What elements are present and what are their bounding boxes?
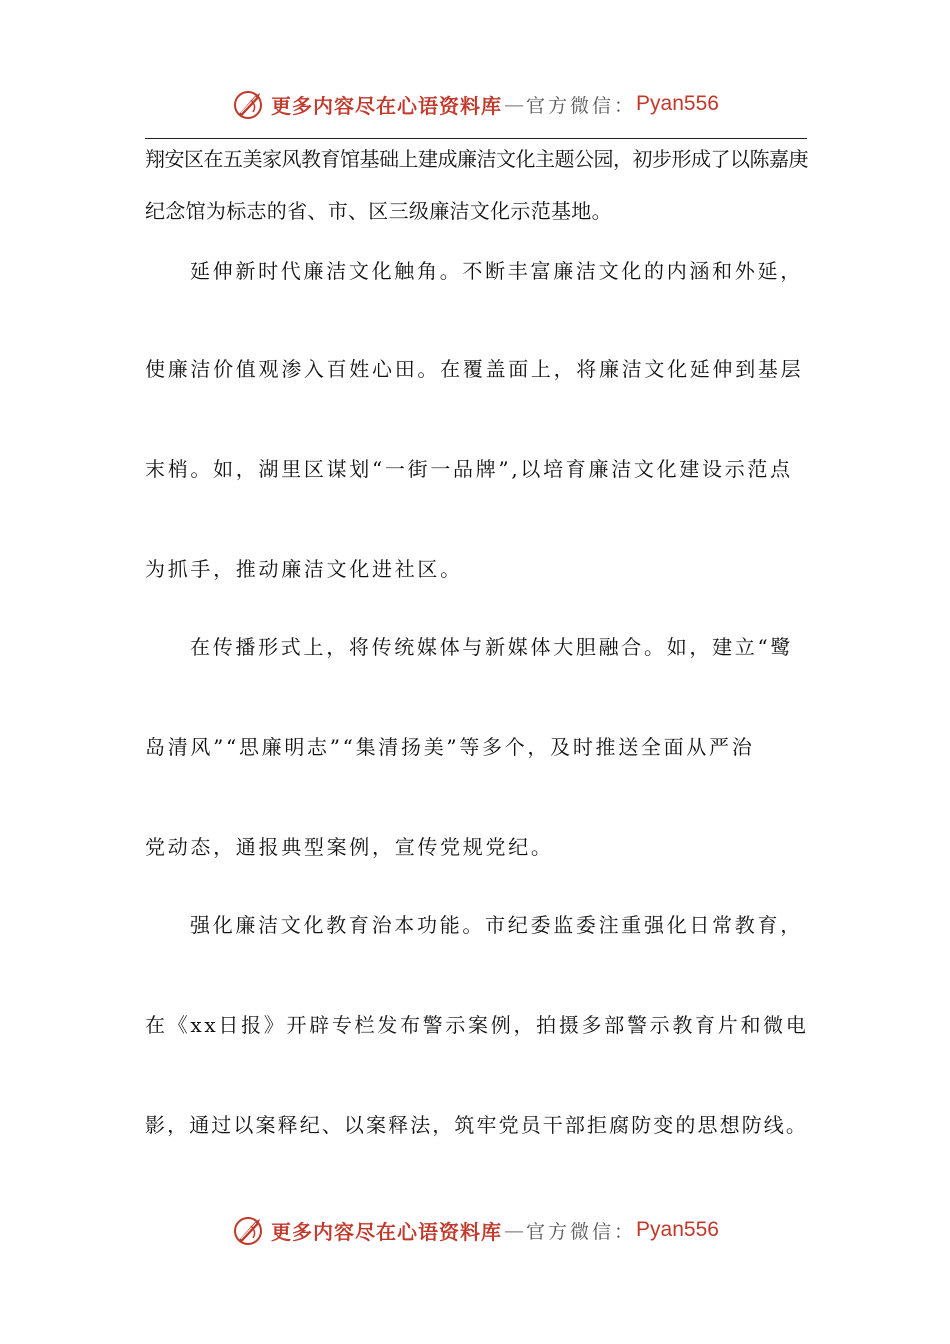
paragraph-line: 为抓手，推动廉洁文化进社区。 — [145, 557, 463, 581]
header-watermark — [0, 84, 950, 124]
paragraph-line: 岛清风”“思廉明志”“集清扬美”等多个，及时推送全面从严治 — [145, 735, 755, 759]
paragraph-line: 使廉洁价值观渗入百姓心田。在覆盖面上，将廉洁文化延伸到基层 — [145, 357, 804, 381]
watermark-text: 更多内容尽在心语资料库 — [271, 1219, 503, 1244]
paragraph-line: 末梢。如，湖里区谋划“一街一品牌”,以培育廉洁文化建设示范点 — [145, 457, 793, 481]
header-divider — [145, 138, 807, 139]
paragraph-line: 在《xx日报》开辟专栏发布警示案例，拍摄多部警示教育片和微电 — [145, 1013, 809, 1037]
paragraph-line: 强化廉洁文化教育治本功能。市纪委监委注重强化日常教育， — [190, 913, 803, 937]
paragraph-line: 党动态，通报典型案例，宣传党规党纪。 — [145, 835, 554, 859]
paragraph-line: 在传播形式上，将传统媒体与新媒体大胆融合。如，建立“鹭 — [190, 635, 794, 659]
watermark-text: 更多内容尽在心语资料库 — [271, 93, 503, 118]
pen-nib-circle-icon — [231, 86, 267, 122]
watermark-label: 官方微信： — [526, 94, 637, 117]
footer-watermark — [0, 1210, 950, 1250]
paragraph-line: 翔安区在五美家风教育馆基础上建成廉洁文化主题公园，初步形成了以陈嘉庚 — [145, 147, 808, 171]
paragraph-line: 延伸新时代廉洁文化触角。不断丰富廉洁文化的内涵和外延， — [190, 259, 803, 283]
paragraph-line: 影，通过以案释纪、以案释法，筑牢党员干部拒腐防变的思想防线。 — [145, 1113, 808, 1137]
watermark-wechat-id: Pyan556 — [636, 92, 719, 115]
watermark-separator: — — [504, 92, 525, 116]
watermark-label: 官方微信： — [526, 1220, 637, 1243]
pen-nib-circle-icon — [231, 1212, 267, 1248]
watermark-wechat-id: Pyan556 — [636, 1218, 719, 1241]
watermark-separator: — — [504, 1218, 525, 1242]
paragraph-line: 纪念馆为标志的省、市、区三级廉洁文化示范基地。 — [145, 199, 612, 223]
